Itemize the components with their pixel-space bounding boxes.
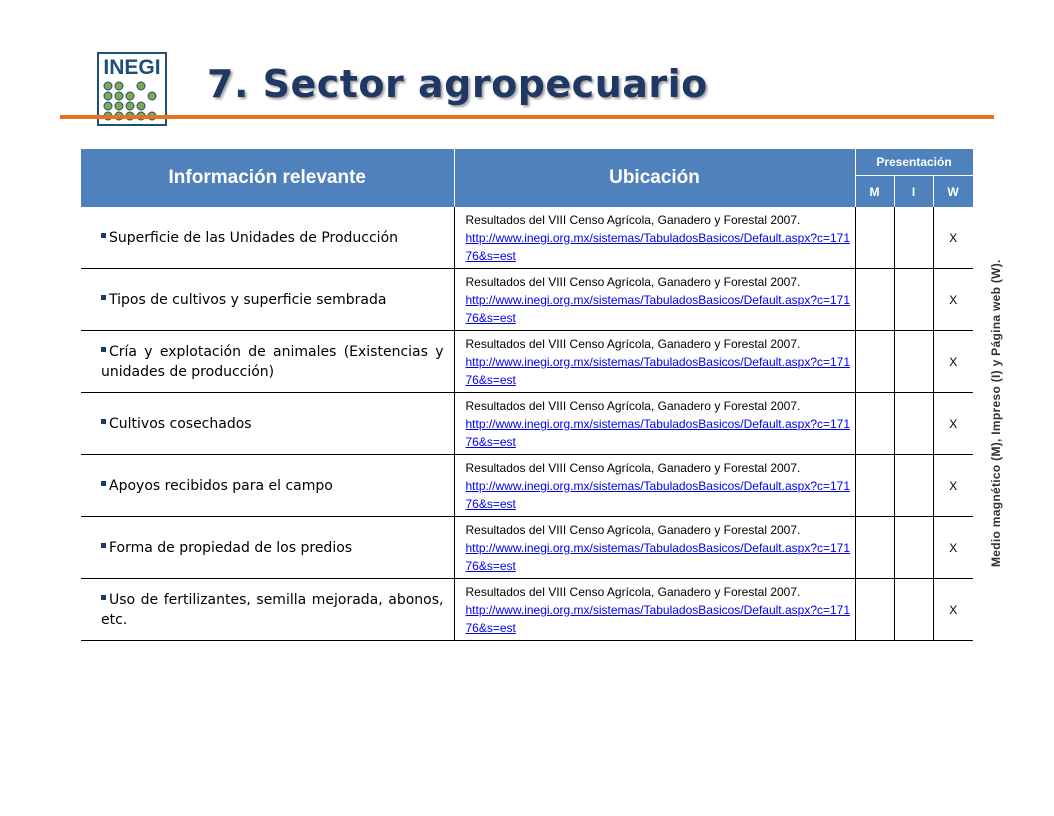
info-cell bbox=[81, 455, 454, 517]
source-text: Resultados del VIII Censo Agrícola, Ganadero y Forestal 2007. bbox=[465, 584, 801, 599]
info-text: Cultivos cosechados bbox=[109, 415, 252, 432]
ubicacion-cell bbox=[454, 393, 855, 455]
mark-w: X bbox=[933, 455, 973, 517]
mark-m bbox=[855, 331, 894, 393]
info-text: Uso de fertilizantes, semilla mejorada, abonos, etc. bbox=[101, 591, 444, 628]
mark-i bbox=[894, 331, 933, 393]
mark-m bbox=[855, 207, 894, 269]
mark-m bbox=[855, 579, 894, 641]
source-link[interactable]: http://www.inegi.org.mx/sistemas/TabuladosBasicos/Default.aspx?c=17176&s=est bbox=[465, 602, 851, 635]
source-text: Resultados del VIII Censo Agrícola, Ganadero y Forestal 2007. bbox=[465, 522, 801, 537]
ubicacion-cell bbox=[454, 517, 855, 579]
source-link[interactable]: http://www.inegi.org.mx/sistemas/TabuladosBasicos/Default.aspx?c=17176&s=est bbox=[465, 416, 851, 449]
column-header-presentacion: Presentación bbox=[855, 149, 973, 176]
mark-m bbox=[855, 393, 894, 455]
info-table bbox=[81, 149, 974, 641]
info-cell bbox=[81, 517, 454, 579]
column-header-w: W bbox=[933, 176, 973, 207]
mark-w: X bbox=[933, 269, 973, 331]
source-text: Resultados del VIII Censo Agrícola, Ganadero y Forestal 2007. bbox=[465, 460, 801, 475]
table-row bbox=[81, 579, 973, 641]
mark-w: X bbox=[933, 393, 973, 455]
info-cell bbox=[81, 579, 454, 641]
bullet-icon bbox=[101, 595, 106, 600]
ubicacion-cell bbox=[454, 579, 855, 641]
table-row bbox=[81, 269, 973, 331]
table-row bbox=[81, 207, 973, 269]
source-text: Resultados del VIII Censo Agrícola, Ganadero y Forestal 2007. bbox=[465, 398, 801, 413]
svg-text:INEGI: INEGI bbox=[103, 56, 161, 79]
info-text: Tipos de cultivos y superficie sembrada bbox=[109, 291, 387, 308]
source-link[interactable]: http://www.inegi.org.mx/sistemas/TabuladosBasicos/Default.aspx?c=17176&s=est bbox=[465, 478, 851, 511]
table-row bbox=[81, 455, 973, 517]
ubicacion-cell bbox=[454, 269, 855, 331]
source-link[interactable]: http://www.inegi.org.mx/sistemas/TabuladosBasicos/Default.aspx?c=17176&s=est bbox=[465, 354, 851, 387]
mark-w: X bbox=[933, 517, 973, 579]
bullet-icon bbox=[101, 543, 106, 548]
bullet-icon bbox=[101, 481, 106, 486]
table-row bbox=[81, 517, 973, 579]
source-text: Resultados del VIII Censo Agrícola, Ganadero y Forestal 2007. bbox=[465, 336, 801, 351]
column-header-info: Información relevante bbox=[81, 149, 454, 207]
mark-m bbox=[855, 517, 894, 579]
ubicacion-cell bbox=[454, 455, 855, 517]
table-row bbox=[81, 331, 973, 393]
mark-m bbox=[855, 455, 894, 517]
bullet-icon bbox=[101, 295, 106, 300]
bullet-icon bbox=[101, 347, 106, 352]
mark-i bbox=[894, 455, 933, 517]
bullet-icon bbox=[101, 233, 106, 238]
info-cell bbox=[81, 269, 454, 331]
page-title: 7. Sector agropecuario bbox=[207, 62, 714, 106]
mark-m bbox=[855, 269, 894, 331]
ubicacion-cell bbox=[454, 207, 855, 269]
column-header-i: I bbox=[894, 176, 933, 207]
mark-i bbox=[894, 207, 933, 269]
info-cell bbox=[81, 207, 454, 269]
title-rule bbox=[60, 115, 994, 119]
source-link[interactable]: http://www.inegi.org.mx/sistemas/TabuladosBasicos/Default.aspx?c=17176&s=est bbox=[465, 230, 851, 263]
table-row bbox=[81, 393, 973, 455]
source-text: Resultados del VIII Censo Agrícola, Ganadero y Forestal 2007. bbox=[465, 212, 801, 227]
mark-i bbox=[894, 579, 933, 641]
mark-w: X bbox=[933, 207, 973, 269]
source-link[interactable]: http://www.inegi.org.mx/sistemas/TabuladosBasicos/Default.aspx?c=17176&s=est bbox=[465, 540, 851, 573]
mark-w: X bbox=[933, 579, 973, 641]
info-cell bbox=[81, 331, 454, 393]
presentation-legend: Medio magnético (M), Impreso (I) y Página web (W). bbox=[989, 259, 1003, 567]
source-link[interactable]: http://www.inegi.org.mx/sistemas/TabuladosBasicos/Default.aspx?c=17176&s=est bbox=[465, 292, 851, 325]
info-text: Superficie de las Unidades de Producción bbox=[109, 229, 399, 246]
mark-i bbox=[894, 393, 933, 455]
column-header-m: M bbox=[855, 176, 894, 207]
bullet-icon bbox=[101, 419, 106, 424]
info-text: Apoyos recibidos para el campo bbox=[109, 477, 333, 494]
mark-i bbox=[894, 517, 933, 579]
source-text: Resultados del VIII Censo Agrícola, Ganadero y Forestal 2007. bbox=[465, 274, 801, 289]
column-header-ubicacion: Ubicación bbox=[454, 149, 855, 207]
ubicacion-cell bbox=[454, 331, 855, 393]
mark-w: X bbox=[933, 331, 973, 393]
info-text: Cría y explotación de animales (Existencias y unidades de producción) bbox=[101, 343, 444, 380]
info-cell bbox=[81, 393, 454, 455]
mark-i bbox=[894, 269, 933, 331]
info-text: Forma de propiedad de los predios bbox=[109, 539, 353, 556]
